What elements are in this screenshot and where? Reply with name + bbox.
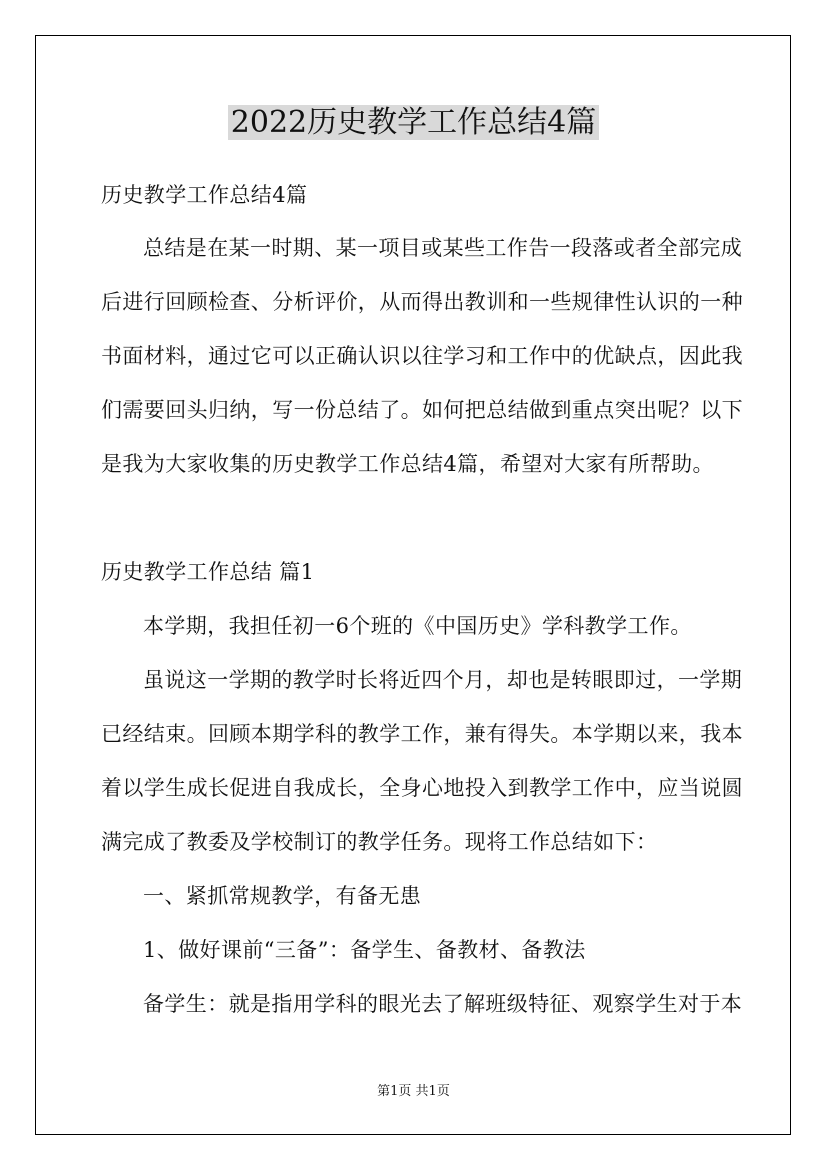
subtitle: 历史教学工作总结4篇 bbox=[101, 183, 308, 207]
paragraph-line: 满完成了教委及学校制订的教学任务。现将工作总结如下： bbox=[101, 830, 658, 854]
intro-line: 后进行回顾检查、分析评价，从而得出教训和一些规律性认识的一种 bbox=[101, 290, 743, 314]
page-footer: 第1页 共1页 bbox=[377, 1084, 450, 1099]
paragraph-line: 虽说这一学期的教学时长将近四个月，却也是转眼即过，一学期 bbox=[143, 668, 743, 692]
paragraph-line: 着以学生成长促进自我成长，全身心地投入到教学工作中，应当说圆 bbox=[101, 776, 743, 800]
sub-point-heading: 1、做好课前“三备”：备学生、备教材、备教法 bbox=[143, 938, 586, 962]
document-title: 2022历史教学工作总结4篇 bbox=[0, 98, 827, 148]
section-heading: 历史教学工作总结 篇1 bbox=[101, 560, 315, 584]
intro-line: 是我为大家收集的历史教学工作总结4篇，希望对大家有所帮助。 bbox=[101, 452, 714, 476]
paragraph-line: 已经结束。回顾本期学科的教学工作，兼有得失。本学期以来，我本 bbox=[101, 722, 743, 746]
point-heading: 一、紧抓常规教学，有备无患 bbox=[143, 884, 422, 908]
paragraph: 本学期，我担任初一6个班的《中国历史》学科教学工作。 bbox=[143, 614, 692, 638]
intro-line: 们需要回头归纳，写一份总结了。如何把总结做到重点突出呢？以下 bbox=[101, 398, 743, 422]
intro-line: 总结是在某一时期、某一项目或某些工作告一段落或者全部完成 bbox=[143, 236, 743, 260]
paragraph: 备学生：就是指用学科的眼光去了解班级特征、观察学生对于本 bbox=[143, 992, 743, 1016]
intro-line: 书面材料，通过它可以正确认识以往学习和工作中的优缺点，因此我 bbox=[101, 344, 743, 368]
